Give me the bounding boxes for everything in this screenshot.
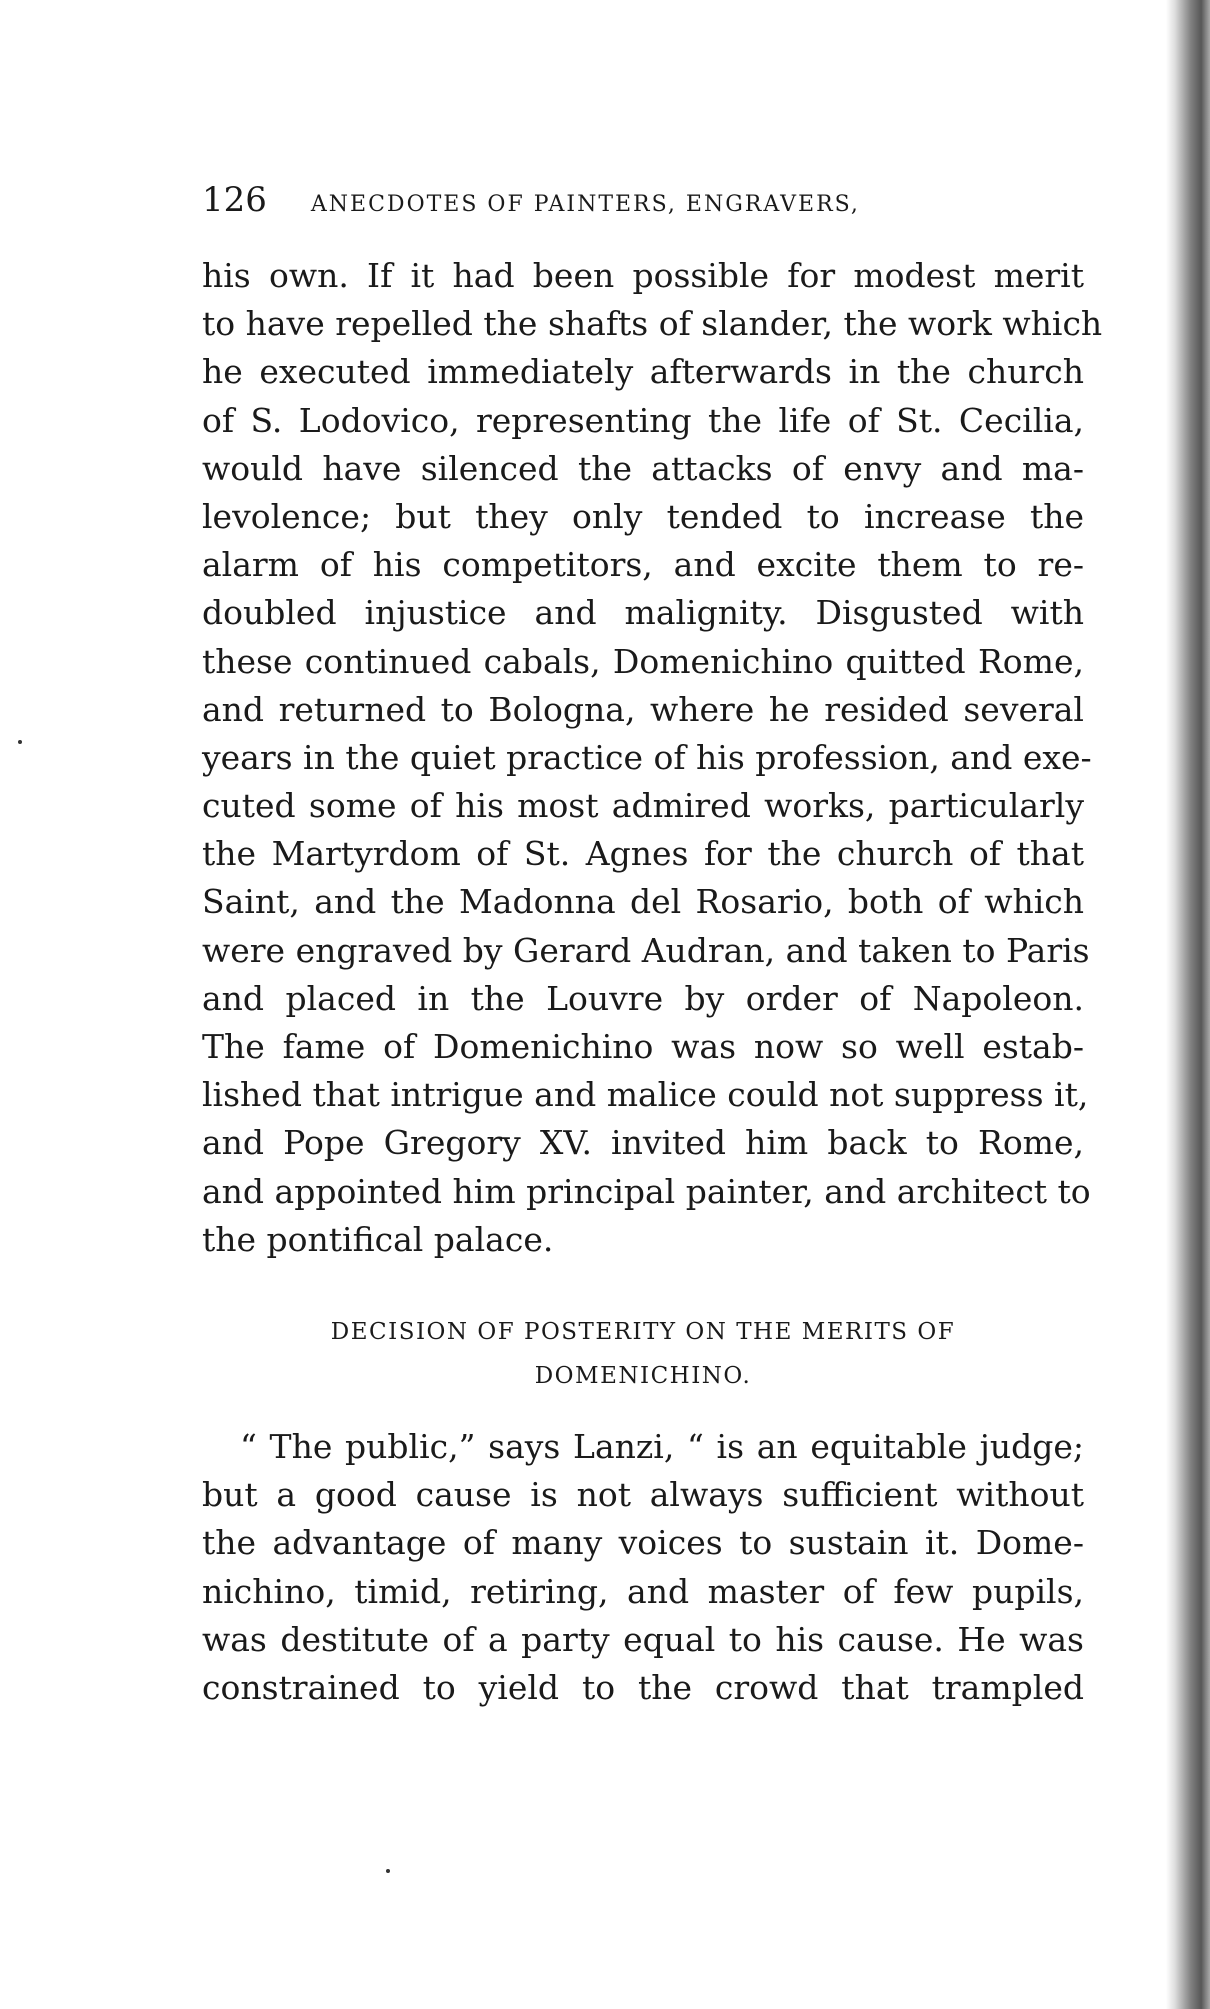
ink-speck	[386, 1869, 390, 1873]
text-line: doubled injustice and malignity. Disgusted with	[202, 593, 1084, 633]
text-line: his own. If it had been possible for modest merit	[202, 256, 1084, 295]
text-line: was destitute of a party equal to his cause. He was	[202, 1619, 1084, 1659]
paragraph-lanzi-quote	[202, 1423, 1084, 1712]
text-line: The fame of Domenichino was now so well estab-	[202, 1027, 1084, 1066]
text-line: levolence; but they only tended to increase the	[202, 496, 1084, 536]
text-line: years in the quiet practice of his profession, and exe-	[202, 737, 1092, 777]
text-line: and appointed him principal painter, and architect to	[202, 1171, 1091, 1211]
ink-speck	[18, 740, 22, 744]
text-line: nichino, timid, retiring, and master of few pupils,	[202, 1571, 1084, 1611]
page-number: 126	[202, 180, 267, 220]
page-header	[202, 180, 1082, 226]
text-line: and returned to Bologna, where he resided several	[202, 689, 1084, 729]
text-line: these continued cabals, Domenichino quitted Rome,	[202, 641, 1084, 681]
section-heading-line-1: DECISION OF POSTERITY ON THE MERITS OF	[330, 1319, 956, 1345]
text-line: the pontifical palace.	[202, 1219, 554, 1259]
text-line: alarm of his competitors, and excite them to re-	[202, 545, 1084, 585]
text-line: the advantage of many voices to sustain it. Dome-	[202, 1523, 1084, 1563]
text-line: the Martyrdom of St. Agnes for the church of that	[202, 834, 1084, 874]
paragraph-domenichino-life	[202, 252, 1103, 1264]
text-line: lished that intrigue and malice could not suppress it,	[202, 1075, 1089, 1115]
section-heading	[202, 1310, 1084, 1398]
text-line: “ The public,” says Lanzi, “ is an equitable judge;	[240, 1427, 1084, 1466]
running-head: ANECDOTES OF PAINTERS, ENGRAVERS,	[310, 192, 860, 217]
text-line: and placed in the Louvre by order of Napoleon.	[202, 978, 1084, 1018]
text-line: would have silenced the attacks of envy and ma-	[202, 448, 1084, 488]
text-line: to have repelled the shafts of slander, the work which	[202, 304, 1103, 344]
section-heading-line-2: DOMENICHINO.	[534, 1363, 752, 1389]
text-line: constrained to yield to the crowd that trampled	[202, 1667, 1084, 1707]
text-line: of S. Lodovico, representing the life of St. Cecilia,	[202, 400, 1084, 440]
text-line: Saint, and the Madonna del Rosario, both of which	[202, 882, 1084, 922]
text-line: he executed immediately afterwards in the church	[202, 352, 1084, 392]
text-line: and Pope Gregory XV. invited him back to Rome,	[202, 1123, 1084, 1163]
text-line: cuted some of his most admired works, particularly	[202, 786, 1084, 826]
text-line: but a good cause is not always sufficient without	[202, 1475, 1084, 1515]
text-line: were engraved by Gerard Audran, and taken to Paris	[202, 930, 1090, 970]
page-edge-shadow	[1166, 0, 1210, 2009]
